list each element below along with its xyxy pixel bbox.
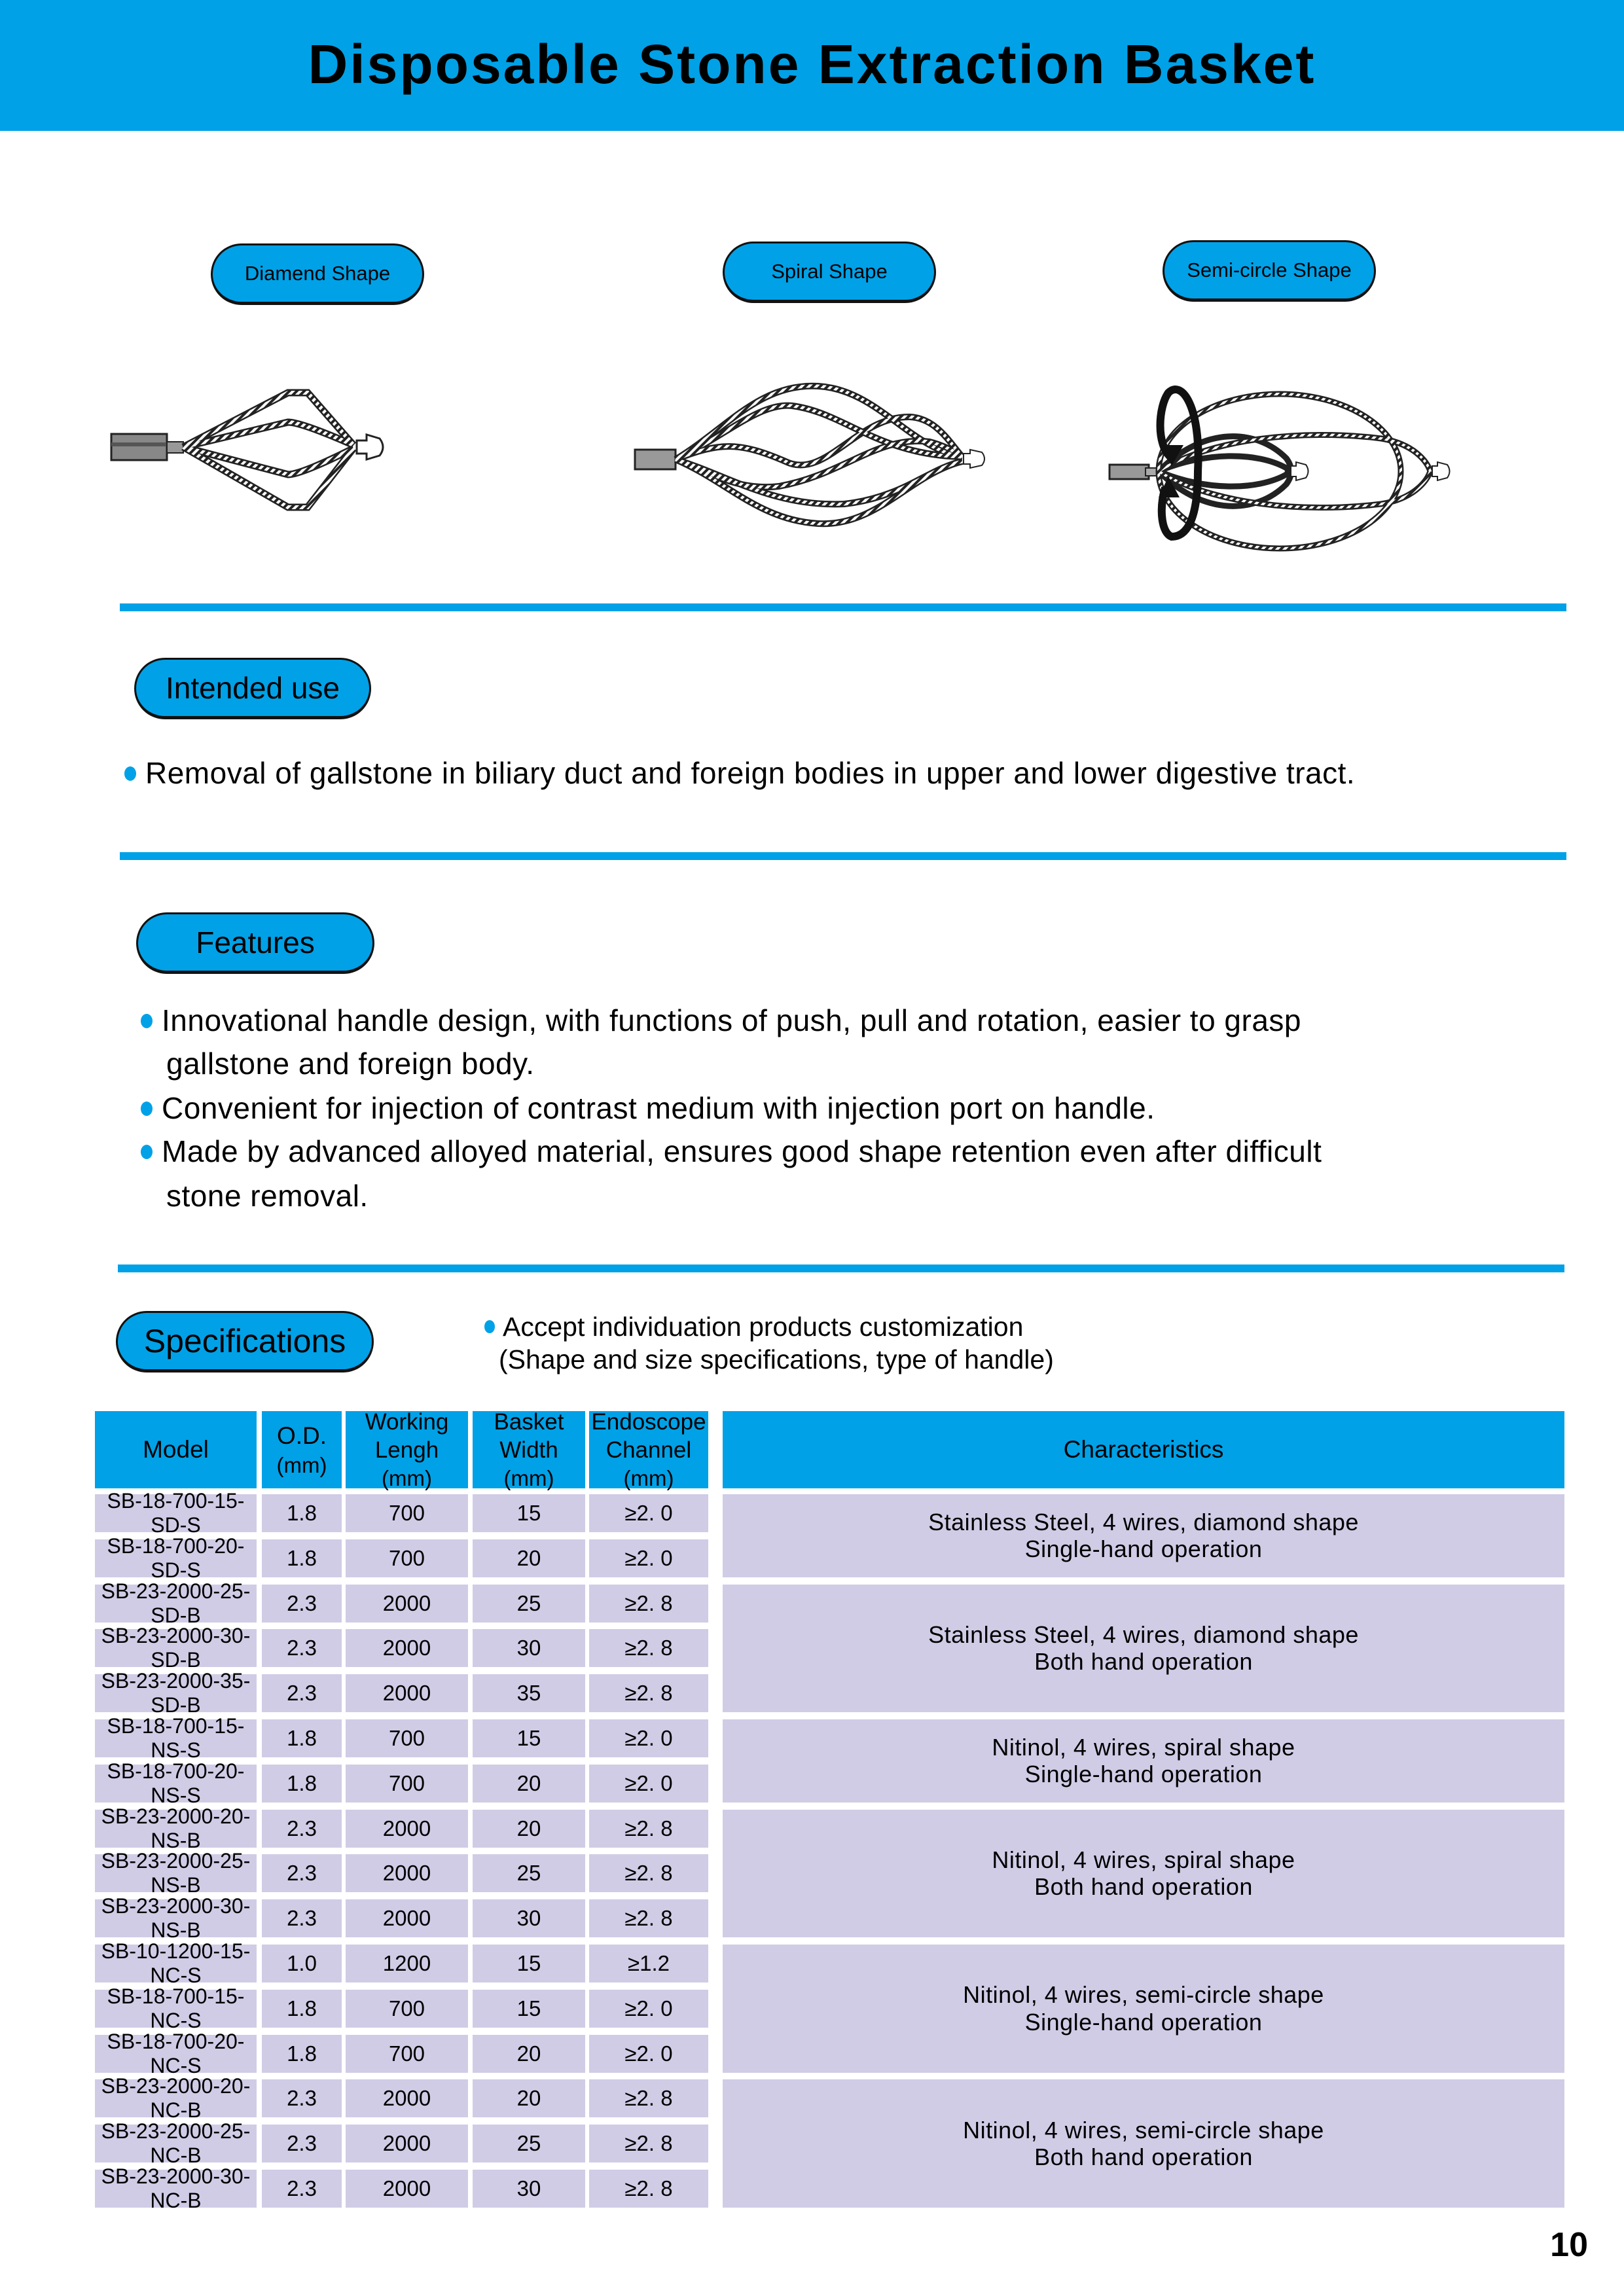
feature-text: Made by advanced alloyed material, ensures good shape retention even after difficult bbox=[162, 1134, 1322, 1168]
table-cell-length: 2000 bbox=[346, 1810, 468, 1848]
table-cell-model: SB-23-2000-30-SD-B bbox=[95, 1629, 257, 1667]
table-cell-length: 2000 bbox=[346, 2170, 468, 2208]
table-cell-od: 2.3 bbox=[262, 2125, 342, 2162]
table-cell-od: 1.8 bbox=[262, 2035, 342, 2073]
column-header-unit: (mm) bbox=[503, 1466, 554, 1491]
diamond-basket-illustration-icon bbox=[105, 367, 497, 537]
table-cell-width: 30 bbox=[473, 2170, 585, 2208]
characteristics-text: Single-hand operation bbox=[1024, 1761, 1263, 1788]
table-cell-model: SB-23-2000-30-NS-B bbox=[95, 1899, 257, 1937]
table-cell-model: SB-23-2000-30-NC-B bbox=[95, 2170, 257, 2208]
table-cell-width: 25 bbox=[473, 1585, 585, 1623]
intended-use-heading bbox=[134, 658, 371, 719]
table-cell-od: 1.8 bbox=[262, 1765, 342, 1803]
table-cell-od: 2.3 bbox=[262, 1629, 342, 1667]
column-header bbox=[95, 1411, 257, 1488]
table-cell-width: 25 bbox=[473, 1854, 585, 1892]
page-title: Disposable Stone Extraction Basket bbox=[308, 33, 1316, 95]
column-header-unit: (mm) bbox=[623, 1466, 674, 1491]
semi-circle-basket-illustration-icon bbox=[1106, 367, 1473, 563]
bullet-dot-icon bbox=[141, 1145, 153, 1159]
table-cell-od: 1.8 bbox=[262, 1494, 342, 1532]
column-header-label: Endoscope Channel bbox=[591, 1408, 706, 1463]
shape-label-text: Spiral Shape bbox=[771, 260, 888, 283]
heading-text: Intended use bbox=[165, 671, 340, 705]
table-cell-od: 2.3 bbox=[262, 1899, 342, 1937]
table-cell-length: 700 bbox=[346, 1539, 468, 1577]
section-divider bbox=[120, 852, 1566, 860]
table-cell-length: 700 bbox=[346, 1719, 468, 1757]
column-header bbox=[589, 1408, 708, 1491]
table-cell-model: SB-23-2000-20-NS-B bbox=[95, 1810, 257, 1848]
column-header-label: Model bbox=[143, 1435, 209, 1463]
feature-item-continued bbox=[141, 1178, 1322, 1221]
column-header-label: Basket Width bbox=[494, 1408, 564, 1463]
shape-label-semi-circle bbox=[1163, 240, 1376, 302]
feature-item bbox=[141, 1003, 1322, 1046]
features-list bbox=[141, 1003, 1322, 1221]
table-cell-length: 2000 bbox=[346, 2079, 468, 2117]
table-cell-model: SB-23-2000-25-SD-B bbox=[95, 1585, 257, 1623]
table-cell-od: 1.8 bbox=[262, 1719, 342, 1757]
column-header bbox=[346, 1408, 468, 1491]
feature-text: stone removal. bbox=[166, 1179, 369, 1213]
table-cell-channel: ≥2. 8 bbox=[589, 1585, 708, 1623]
table-cell-length: 700 bbox=[346, 1494, 468, 1532]
table-cell-channel: ≥2. 8 bbox=[589, 1629, 708, 1667]
table-cell-model: SB-10-1200-15-NC-S bbox=[95, 1945, 257, 1982]
table-cell-length: 1200 bbox=[346, 1945, 468, 1982]
table-cell-channel: ≥2. 0 bbox=[589, 1494, 708, 1532]
feature-item-continued bbox=[141, 1046, 1322, 1090]
column-header-label: O.D. bbox=[276, 1422, 327, 1450]
note-text: Accept individuation products customization bbox=[503, 1312, 1024, 1342]
spiral-basket-illustration-icon bbox=[628, 376, 1034, 547]
note-text: (Shape and size specifications, type of handle) bbox=[499, 1344, 1054, 1374]
table-cell-od: 2.3 bbox=[262, 2079, 342, 2117]
bullet-dot-icon bbox=[141, 1014, 153, 1028]
features-heading bbox=[136, 912, 374, 974]
feature-item bbox=[141, 1090, 1322, 1134]
characteristics-cell bbox=[723, 1810, 1564, 1938]
characteristics-text: Both hand operation bbox=[1034, 1873, 1253, 1901]
table-cell-width: 15 bbox=[473, 1990, 585, 2028]
table-cell-model: SB-23-2000-20-NC-B bbox=[95, 2079, 257, 2117]
table-cell-length: 2000 bbox=[346, 2125, 468, 2162]
column-header-unit: (mm) bbox=[276, 1452, 327, 1477]
bullet-dot-icon bbox=[141, 1102, 153, 1116]
characteristics-text: Stainless Steel, 4 wires, diamond shape bbox=[928, 1509, 1359, 1535]
table-cell-od: 1.0 bbox=[262, 1945, 342, 1982]
page-number: 10 bbox=[1550, 2226, 1588, 2264]
bullet-dot-icon bbox=[124, 766, 136, 781]
characteristics-cell bbox=[723, 1945, 1564, 2073]
table-cell-model: SB-18-700-15-NC-S bbox=[95, 1990, 257, 2028]
table-cell-channel: ≥1.2 bbox=[589, 1945, 708, 1982]
table-cell-channel: ≥2. 8 bbox=[589, 1899, 708, 1937]
characteristics-text: Both hand operation bbox=[1034, 2144, 1253, 2171]
characteristics-text: Single-hand operation bbox=[1024, 2008, 1263, 2036]
table-cell-od: 2.3 bbox=[262, 1810, 342, 1848]
table-cell-od: 2.3 bbox=[262, 2170, 342, 2208]
characteristics-cell bbox=[723, 1494, 1564, 1577]
table-cell-width: 20 bbox=[473, 1539, 585, 1577]
table-cell-width: 30 bbox=[473, 1899, 585, 1937]
table-cell-channel: ≥2. 0 bbox=[589, 1990, 708, 2028]
table-cell-width: 15 bbox=[473, 1719, 585, 1757]
section-divider bbox=[120, 603, 1566, 611]
column-header bbox=[262, 1411, 342, 1488]
intended-use-text: Removal of gallstone in biliary duct and foreign bodies in upper and lower digestive tract. bbox=[145, 756, 1356, 790]
table-cell-model: SB-18-700-15-NS-S bbox=[95, 1719, 257, 1757]
table-cell-od: 2.3 bbox=[262, 1585, 342, 1623]
table-cell-length: 2000 bbox=[346, 1674, 468, 1712]
column-header-label: Characteristics bbox=[1063, 1435, 1224, 1463]
column-header bbox=[723, 1411, 1564, 1488]
table-cell-length: 700 bbox=[346, 1765, 468, 1803]
table-cell-channel: ≥2. 0 bbox=[589, 1765, 708, 1803]
table-cell-channel: ≥2. 8 bbox=[589, 1810, 708, 1848]
table-cell-width: 15 bbox=[473, 1945, 585, 1982]
shape-label-text: Diamend Shape bbox=[244, 262, 391, 285]
table-cell-length: 2000 bbox=[346, 1585, 468, 1623]
table-cell-length: 2000 bbox=[346, 1854, 468, 1892]
bullet-dot-icon bbox=[484, 1320, 495, 1333]
shape-label-diamond bbox=[211, 243, 424, 305]
table-cell-width: 25 bbox=[473, 2125, 585, 2162]
table-cell-model: SB-18-700-20-NS-S bbox=[95, 1765, 257, 1803]
characteristics-text: Stainless Steel, 4 wires, diamond shape bbox=[928, 1621, 1359, 1648]
table-cell-length: 2000 bbox=[346, 1899, 468, 1937]
shape-label-spiral bbox=[723, 242, 936, 303]
table-cell-length: 2000 bbox=[346, 1629, 468, 1667]
table-cell-width: 20 bbox=[473, 2035, 585, 2073]
customization-note bbox=[484, 1310, 1054, 1376]
characteristics-text: Nitinol, 4 wires, semi-circle shape bbox=[963, 1981, 1324, 2009]
feature-text: gallstone and foreign body. bbox=[166, 1047, 535, 1081]
specifications-heading bbox=[116, 1311, 374, 1372]
table-cell-width: 15 bbox=[473, 1494, 585, 1532]
characteristics-text: Nitinol, 4 wires, spiral shape bbox=[992, 1734, 1295, 1761]
table-cell-channel: ≥2. 0 bbox=[589, 2035, 708, 2073]
feature-item bbox=[141, 1134, 1322, 1178]
table-cell-channel: ≥2. 0 bbox=[589, 1539, 708, 1577]
table-cell-channel: ≥2. 8 bbox=[589, 2079, 708, 2117]
table-cell-model: SB-18-700-20-NC-S bbox=[95, 2035, 257, 2073]
table-cell-model: SB-18-700-15-SD-S bbox=[95, 1494, 257, 1532]
characteristics-cell bbox=[723, 1585, 1564, 1713]
table-cell-od: 1.8 bbox=[262, 1539, 342, 1577]
table-cell-width: 20 bbox=[473, 2079, 585, 2117]
table-cell-width: 20 bbox=[473, 1810, 585, 1848]
table-cell-length: 700 bbox=[346, 1990, 468, 2028]
table-cell-od: 2.3 bbox=[262, 1674, 342, 1712]
section-divider bbox=[118, 1265, 1564, 1272]
table-cell-width: 35 bbox=[473, 1674, 585, 1712]
table-cell-channel: ≥2. 0 bbox=[589, 1719, 708, 1757]
characteristics-text: Both hand operation bbox=[1034, 1648, 1253, 1676]
column-header-label: Working Lengh bbox=[365, 1408, 449, 1463]
table-cell-width: 20 bbox=[473, 1765, 585, 1803]
feature-text: Innovational handle design, with functions of push, pull and rotation, easier to grasp bbox=[162, 1003, 1302, 1037]
heading-text: Specifications bbox=[143, 1323, 346, 1359]
characteristics-cell bbox=[723, 1719, 1564, 1803]
table-cell-model: SB-18-700-20-SD-S bbox=[95, 1539, 257, 1577]
table-cell-model: SB-23-2000-25-NS-B bbox=[95, 1854, 257, 1892]
characteristics-text: Single-hand operation bbox=[1024, 1535, 1263, 1563]
characteristics-cell bbox=[723, 2079, 1564, 2208]
characteristics-text: Nitinol, 4 wires, semi-circle shape bbox=[963, 2116, 1324, 2144]
table-cell-channel: ≥2. 8 bbox=[589, 1674, 708, 1712]
table-cell-model: SB-23-2000-35-SD-B bbox=[95, 1674, 257, 1712]
table-cell-model: SB-23-2000-25-NC-B bbox=[95, 2125, 257, 2162]
table-cell-width: 30 bbox=[473, 1629, 585, 1667]
feature-text: Convenient for injection of contrast medium with injection port on handle. bbox=[162, 1091, 1155, 1125]
table-cell-length: 700 bbox=[346, 2035, 468, 2073]
heading-text: Features bbox=[196, 925, 315, 960]
table-cell-od: 2.3 bbox=[262, 1854, 342, 1892]
intended-use-item bbox=[124, 755, 1355, 791]
customization-note-line bbox=[484, 1310, 1054, 1343]
shape-label-text: Semi-circle Shape bbox=[1187, 259, 1352, 281]
table-cell-channel: ≥2. 8 bbox=[589, 2125, 708, 2162]
table-cell-od: 1.8 bbox=[262, 1990, 342, 2028]
column-header bbox=[473, 1408, 585, 1491]
characteristics-text: Nitinol, 4 wires, spiral shape bbox=[992, 1846, 1295, 1873]
table-cell-channel: ≥2. 8 bbox=[589, 1854, 708, 1892]
column-header-unit: (mm) bbox=[382, 1466, 432, 1491]
table-cell-channel: ≥2. 8 bbox=[589, 2170, 708, 2208]
